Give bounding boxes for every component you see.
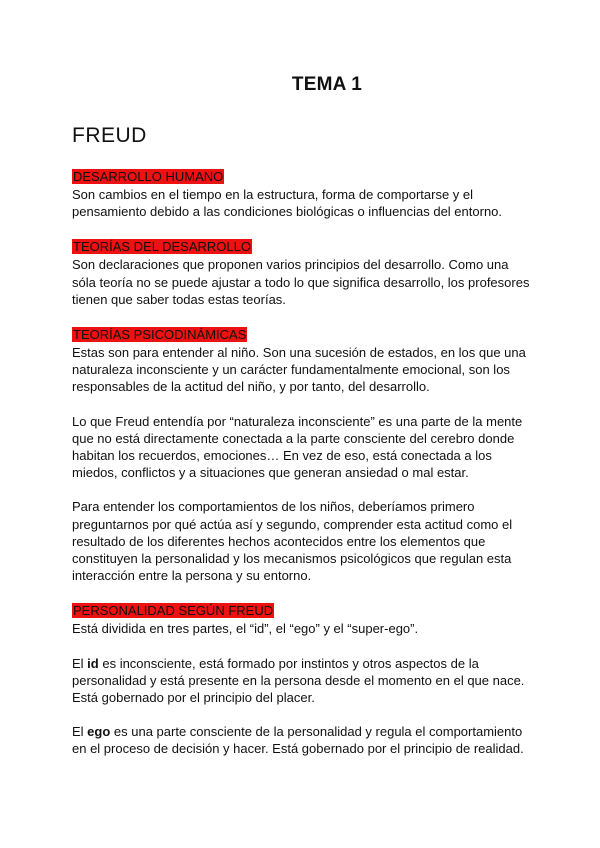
paragraph-ego <box>72 723 532 757</box>
block-teorias-desarrollo <box>72 238 532 308</box>
document-content <box>72 168 532 776</box>
document-title: TEMA 1 <box>291 74 363 95</box>
paragraph: Son declaraciones que proponen varios principios del desarrollo. Como una sóla teoría no se puede ajustar a todo lo que significa desarrollo, los profesores tienen que saber todas estas teorías. <box>72 257 530 307</box>
section-title: FREUD <box>72 124 147 147</box>
ego-text-pre: El <box>72 724 88 740</box>
id-text-post: es inconsciente, está formado por instintos y otros aspectos de la personalidad y está presente en la persona desde el momento en el que nace. Está gobernado por el principio del placer. <box>72 655 525 706</box>
paragraph-intro: Está dividida en tres partes, el “id”, el “ego” y el “super-ego”. <box>72 621 419 637</box>
block-personalidad-freud <box>72 602 532 757</box>
paragraph: Estas son para entender al niño. Son una sucesión de estados, en los que una naturaleza inconsciente y un carácter fundamentalmente emocional, son los responsables de la actitud del niño, y por tanto, del desarrollo. <box>72 345 526 395</box>
heading-teorias-psicodinamicas: TEORÍAS PSICODINÁMICAS <box>73 327 247 343</box>
paragraph-id <box>72 655 532 707</box>
block-desarrollo-humano <box>72 168 532 220</box>
id-text-pre: El <box>72 655 88 671</box>
paragraph: Para entender los comportamientos de los niños, deberíamos primero preguntarnos por qué actúa así y segundo, comprender esta actitud como el resultado de los diferentes hechos acontecidos entre los elementos que constituyen la personalidad y los mecanismos psicológicos que regulan esta interacción entre la persona y su entorno. <box>72 499 513 584</box>
heading-personalidad-freud: PERSONALIDAD SEGÚN FREUD <box>73 603 274 619</box>
id-term: id <box>87 655 99 671</box>
paragraph: Son cambios en el tiempo en la estructura, forma de comportarse y el pensamiento debido a las condiciones biológicas o influencias del entorno. <box>72 187 503 220</box>
block-teorias-psicodinamicas <box>72 326 532 584</box>
heading-desarrollo-humano: DESARROLLO HUMANO <box>73 169 224 184</box>
paragraph: Lo que Freud entendía por “naturaleza inconsciente” es una parte de la mente que no está directamente conectada a la parte consciente del cerebro donde habitan los recuerdos, emociones… En vez de eso, está conectada a los miedos, conflictos y a situaciones que generan ansiedad o mal estar. <box>72 413 523 481</box>
ego-text-post: es una parte consciente de la personalidad y regula el comportamiento en el proceso de decisión y hacer. Está gobernado por el principio de realidad. <box>72 724 524 757</box>
ego-term: ego <box>87 724 111 740</box>
heading-teorias-desarrollo: TEORÍAS DEL DESARROLLO <box>73 239 251 255</box>
